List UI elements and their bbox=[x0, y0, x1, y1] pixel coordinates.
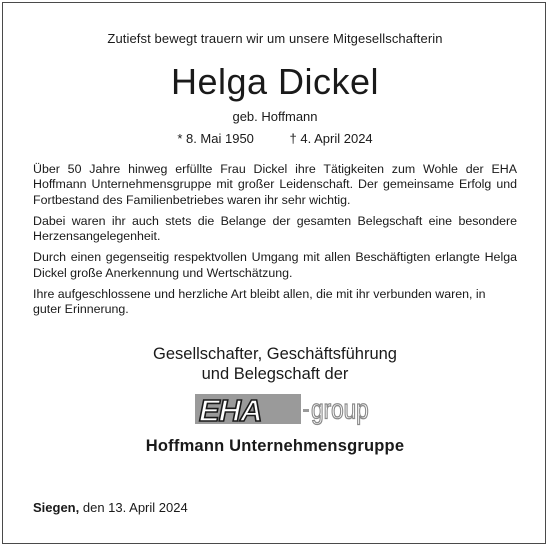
svg-text:group: group bbox=[311, 394, 369, 425]
birth-date: * 8. Mai 1950 bbox=[177, 131, 254, 146]
eha-group-logo bbox=[195, 392, 369, 428]
tribute-paragraph: Durch einen gegenseitig respektvollen Umgang mit allen Beschäftigten erlangte Helga Dickel große Anerkennung und Wertschätzung. bbox=[33, 250, 517, 280]
tribute-paragraph: Ihre aufgeschlossene und herzliche Art bleibt allen, die mit ihr verbunden waren, in guter Erinnerung. bbox=[33, 287, 486, 317]
deceased-name: Helga Dickel bbox=[170, 61, 380, 102]
eha-group-logo-image bbox=[195, 392, 369, 428]
signers-line-1: Gesellschafter, Geschäftsführung bbox=[153, 345, 397, 363]
place-date bbox=[33, 500, 188, 515]
maiden-name: geb. Hoffmann bbox=[232, 109, 318, 124]
tribute-text bbox=[33, 162, 517, 324]
life-dates bbox=[0, 131, 550, 146]
signers bbox=[0, 344, 550, 384]
date: den 13. April 2024 bbox=[82, 500, 188, 515]
place: Siegen, bbox=[33, 500, 80, 515]
tribute-paragraph: Über 50 Jahre hinweg erfüllte Frau Dickel ihre Tätigkeiten zum Wohle der EHA Hoffmann Unternehmensgruppe mit großer Leidenschaft. Der gemeinsame Erfolg und Fortbestand des Familienbetriebes waren ihr sehr wichtig. bbox=[33, 162, 517, 207]
tribute-paragraph: Dabei waren ihr auch stets die Belange der gesamten Belegschaft eine besondere Herzensangelegenheit. bbox=[33, 213, 517, 244]
company-name: Hoffmann Unternehmensgruppe bbox=[145, 437, 405, 455]
death-date: † 4. April 2024 bbox=[289, 131, 373, 146]
svg-text:EHA: EHA bbox=[199, 393, 262, 428]
signers-line-2: und Belegschaft der bbox=[201, 365, 349, 383]
intro-text: Zutiefst bewegt trauern wir um unsere Mitgesellschafterin bbox=[107, 31, 443, 46]
